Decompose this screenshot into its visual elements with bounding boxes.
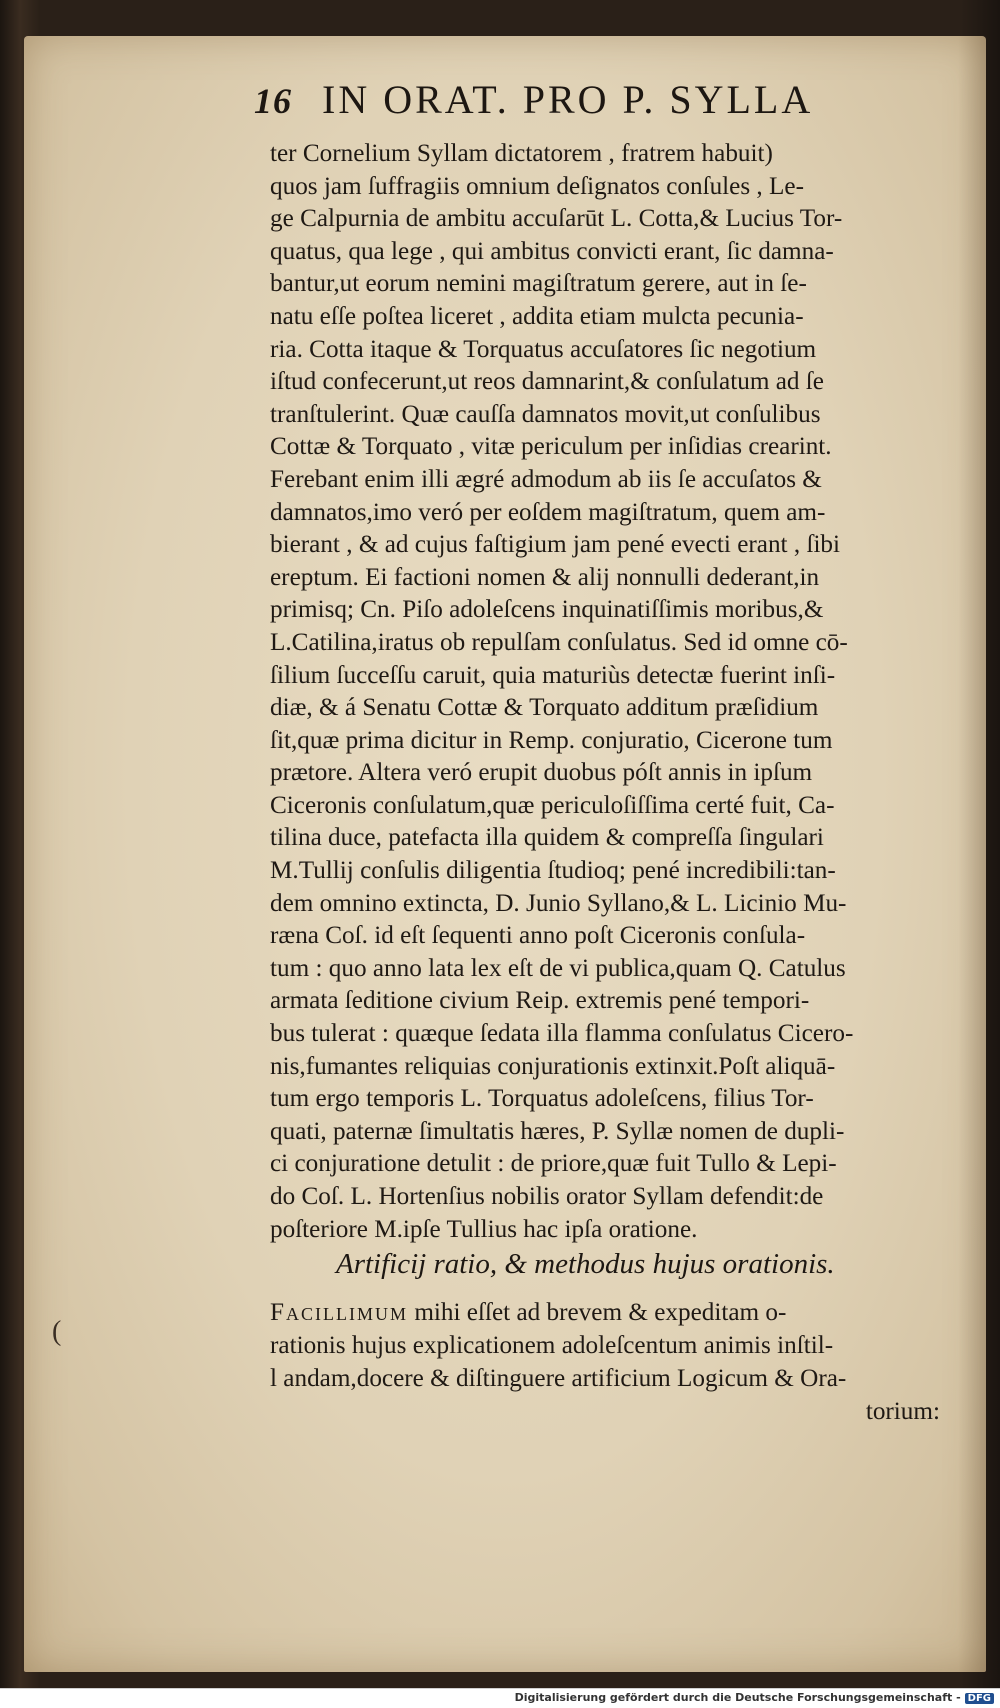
text-line: nis,fumantes reliquias conjurationis extinxit.Poſt aliquā-: [270, 1052, 836, 1080]
text-line: l andam,docere & diſtinguere artificium Logicum & Ora-: [270, 1365, 847, 1392]
text-line: Ferebant enim illi ægré admodum ab iis ſe accuſatos &: [270, 465, 822, 493]
text-line: quos jam ſuffragiis omnium deſignatos conſules , Le-: [270, 172, 804, 200]
text-line: M.Tullij conſulis diligentia ſtudioq; pené incredibili:tan-: [270, 857, 836, 885]
text-line: iſtud confecerunt,ut reos damnarint,& conſulatum ad ſe: [270, 368, 824, 396]
page-header: [254, 76, 904, 136]
text-line: damnatos,imo veró per eoſdem magiſtratum, quem am-: [270, 498, 826, 526]
text-line: Cottæ & Torquato , vitæ periculum per inſidias crearint.: [270, 433, 832, 461]
text-line: diæ, & á Senatu Cottæ & Torquato additum præſidium: [270, 694, 819, 722]
dfg-logo: DFG: [965, 1693, 994, 1704]
footer-credit: [515, 1691, 994, 1704]
text-line: primisq; Cn. Piſo adoleſcens inquinatiſſimis moribus,&: [270, 596, 824, 624]
text-line: natu eſſe poſtea liceret , addita etiam mulcta pecunia-: [270, 302, 804, 330]
text-line: ci conjuratione detulit : de priore,quæ fuit Tullo & Lepi-: [270, 1150, 837, 1178]
text-line: bantur,ut eorum nemini magiſtratum gerere, aut in ſe-: [270, 270, 807, 298]
text-line: ria. Cotta itaque & Torquatus accuſatores ſic negotium: [270, 335, 817, 363]
text-line-rest: mihi eſſet ad brevem & expeditam o-: [408, 1299, 787, 1326]
text-line: do Coſ. L. Hortenſius nobilis orator Syllam defendit:de: [270, 1183, 824, 1210]
text-line: armata ſeditione civium Reip. extremis pené tempori-: [270, 987, 810, 1015]
text-line: tum ergo temporis L. Torquatus adoleſcens, filius Tor-: [270, 1085, 814, 1113]
text-line: tranſtulerint. Quæ cauſſa damnatos movit,ut conſulibus: [270, 400, 821, 428]
text-line: dem omnino extincta, D. Junio Syllano,& L. Licinio Mu-: [270, 889, 847, 917]
body-text: [270, 138, 940, 1246]
text-line: poſteriore M.ipſe Tullius hac ipſa oratione.: [270, 1215, 698, 1243]
text-line: ræna Coſ. id eſt ſequenti anno poſt Ciceronis conſula-: [270, 922, 806, 950]
initial-word: Facillimum: [270, 1299, 409, 1326]
paragraph-2: [270, 1296, 940, 1428]
text-line: [270, 1296, 940, 1329]
catchword: torium:: [865, 1398, 940, 1425]
text-line: quati, paternæ ſimultatis hæres, P. Syllæ nomen de dupli-: [270, 1117, 845, 1145]
text-line: rationis hujus explicationem adoleſcentum animis inſtil-: [270, 1332, 834, 1359]
running-head: IN ORAT. PRO P. SYLLA: [322, 77, 814, 122]
text-line: ereptum. Ei factioni nomen & alij nonnulli dederant,in: [270, 563, 820, 591]
text-line: prætore. Altera veró erupit duobus póſt annis in ipſum: [270, 759, 813, 787]
text-line: tum : quo anno lata lex eſt de vi publica,quam Q. Catulus: [270, 954, 846, 982]
text-line: tilina duce, patefacta illa quidem & compreſſa ſingulari: [270, 824, 824, 852]
text-line: ge Calpurnia de ambitu accuſarūt L. Cotta,& Lucius Tor-: [270, 205, 843, 233]
text-line: ter Cornelium Syllam dictatorem , fratrem habuit): [270, 140, 773, 167]
text-line: bierant , & ad cujus faſtigium jam pené evecti erant , ſibi: [270, 531, 841, 559]
margin-mark: (: [52, 1316, 62, 1347]
page-number: 16: [254, 81, 292, 121]
footer-credit-text: Digitalisierung gefördert durch die Deutsche Forschungsgemeinschaft -: [514, 1691, 961, 1704]
section-heading: Artificij ratio, & methodus hujus orationis.: [336, 1248, 835, 1280]
text-line: ſit,quæ prima dicitur in Remp. conjuratio, Cicerone tum: [270, 726, 833, 754]
text-line: bus tulerat : quæque ſedata illa flamma conſulatus Cicero-: [270, 1020, 854, 1048]
text-line: quatus, qua lege , qui ambitus convicti erant, ſic damna-: [270, 237, 834, 265]
text-line: Ciceronis conſulatum,quæ periculoſiſſima certé fuit, Ca-: [270, 791, 835, 819]
text-line: ſilium ſucceſſu caruit, quia maturiùs detectæ fuerint inſi-: [270, 661, 836, 689]
text-line: L.Catilina,iratus ob repulſam conſulatus. Sed id omne cō-: [270, 628, 848, 656]
